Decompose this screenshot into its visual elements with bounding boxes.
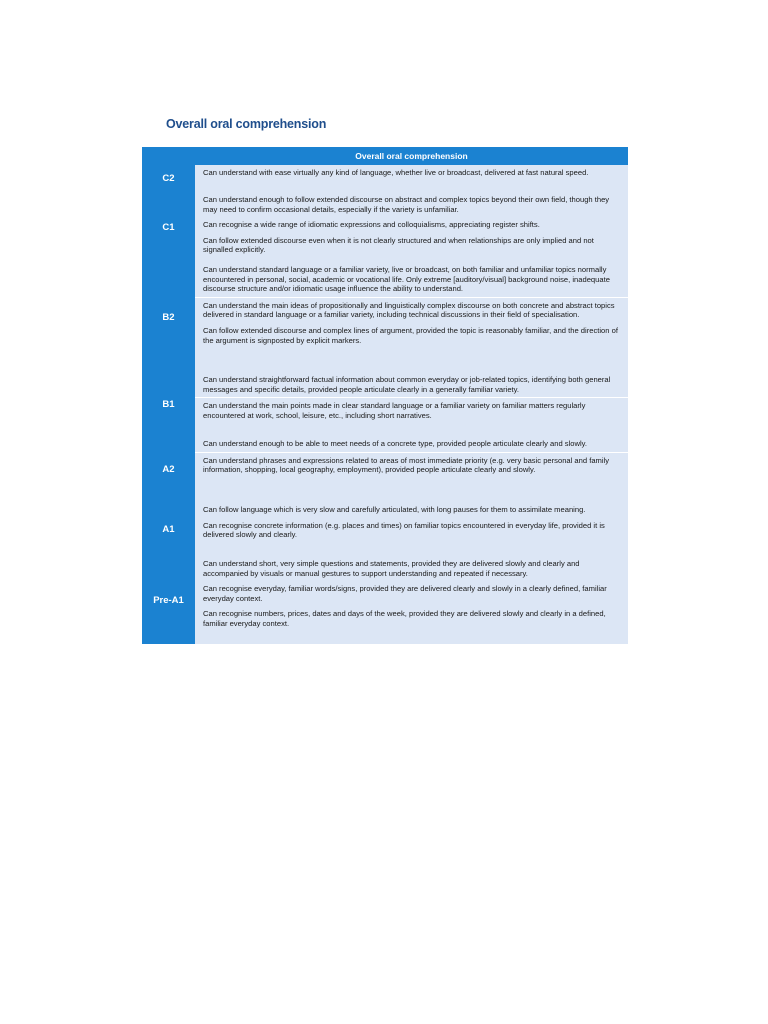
table-row xyxy=(142,502,628,556)
table-row xyxy=(142,436,628,502)
descriptor-cell xyxy=(195,502,628,556)
descriptor-text: Can understand the main points made in clear standard language or a familiar variety on familiar matters regularly encountered at work, school, leisure, etc., including short narratives. xyxy=(203,401,586,420)
descriptor-text: Can understand phrases and expressions related to areas of most immediate priority (e.g. very basic personal and family information, shopping, local geography, employment), provided people articulate clearly and slowly. xyxy=(203,455,610,475)
descriptor-text: Can understand straightforward factual information about common everyday or job-related topics, identifying both general messages and specific details, provided people articulate clearly in a generally familiar variety. xyxy=(203,375,611,394)
table-row xyxy=(142,372,628,436)
descriptor-divider xyxy=(195,397,628,398)
level-label: A2 xyxy=(142,436,195,502)
header-blank-cell xyxy=(142,147,195,165)
table-row xyxy=(142,556,628,644)
descriptor-text: Can follow language which is very slow and carefully articulated, with long pauses for them to assimilate meaning. xyxy=(203,505,586,514)
descriptor-text: Can understand standard language or a familiar variety, live or broadcast, on both familiar and unfamiliar topics normally encountered in personal, social, academic or vocational life. Only extreme [auditory/visual] background noise, inadequate discourse structure and/or idiomatic usage influence the ability to understand. xyxy=(203,265,610,294)
descriptor-text: Can follow extended discourse and complex lines of argument, provided the topic is reasonably familiar, and the direction of the argument is signposted by explicit markers. xyxy=(203,325,618,345)
page-title: Overall oral comprehension xyxy=(166,117,327,131)
descriptor-cell xyxy=(195,262,628,372)
level-label: Pre-A1 xyxy=(142,556,195,644)
descriptor-text: Can recognise numbers, prices, dates and days of the week, provided they are delivered slowly and clearly in a defined, familiar everyday context. xyxy=(203,609,606,628)
descriptor-cell xyxy=(195,372,628,436)
descriptor-text: Can recognise a wide range of idiomatic expressions and colloquialisms, appreciating register shifts. xyxy=(203,220,540,230)
level-label: B1 xyxy=(142,372,195,436)
level-label: A1 xyxy=(142,502,195,556)
descriptor-divider xyxy=(195,297,628,298)
table-row xyxy=(142,192,628,262)
table-header: Overall oral comprehension xyxy=(195,147,628,165)
descriptor-cell xyxy=(195,192,628,262)
descriptor-text: Can understand enough to be able to meet needs of a concrete type, provided people articulate clearly and slowly. xyxy=(203,439,588,448)
table-row xyxy=(142,262,628,372)
descriptor-divider xyxy=(195,452,628,453)
level-label: C1 xyxy=(142,192,195,262)
descriptor-text: Can recognise concrete information (e.g. places and times) on familiar topics encountered in everyday life, provided it is delivered slowly and clearly. xyxy=(203,520,605,540)
table-row xyxy=(142,165,628,192)
descriptor-cell xyxy=(195,165,628,192)
descriptor-text: Can understand short, very simple questions and statements, provided they are delivered slowly and clearly and accompanied by visuals or manual gestures to support understanding and repeated if necessary. xyxy=(203,559,580,578)
descriptor-text: Can understand with ease virtually any kind of language, whether live or broadcast, delivered at fast natural speed. xyxy=(203,168,589,177)
descriptor-text: Can understand the main ideas of propositionally and linguistically complex discourse on both concrete and abstract topics delivered in standard language or a familiar variety, including technical discussions in their field of specialisation. xyxy=(203,300,615,320)
descriptor-text: Can understand enough to follow extended discourse on abstract and complex topics beyond their own field, though they may need to confirm occasional details, especially if the variety is unfamiliar. xyxy=(203,195,610,214)
table-header-row xyxy=(142,147,628,165)
level-label: C2 xyxy=(142,165,195,192)
level-label: B2 xyxy=(142,262,195,372)
descriptor-text: Can recognise everyday, familiar words/signs, provided they are delivered clearly and slowly in a clearly defined, familiar everyday context. xyxy=(203,584,607,603)
descriptor-text: Can follow extended discourse even when it is not clearly structured and when relationships are only implied and not signalled explicitly. xyxy=(203,235,594,255)
comprehension-table xyxy=(142,147,628,644)
descriptor-cell xyxy=(195,436,628,502)
descriptor-cell xyxy=(195,556,628,644)
